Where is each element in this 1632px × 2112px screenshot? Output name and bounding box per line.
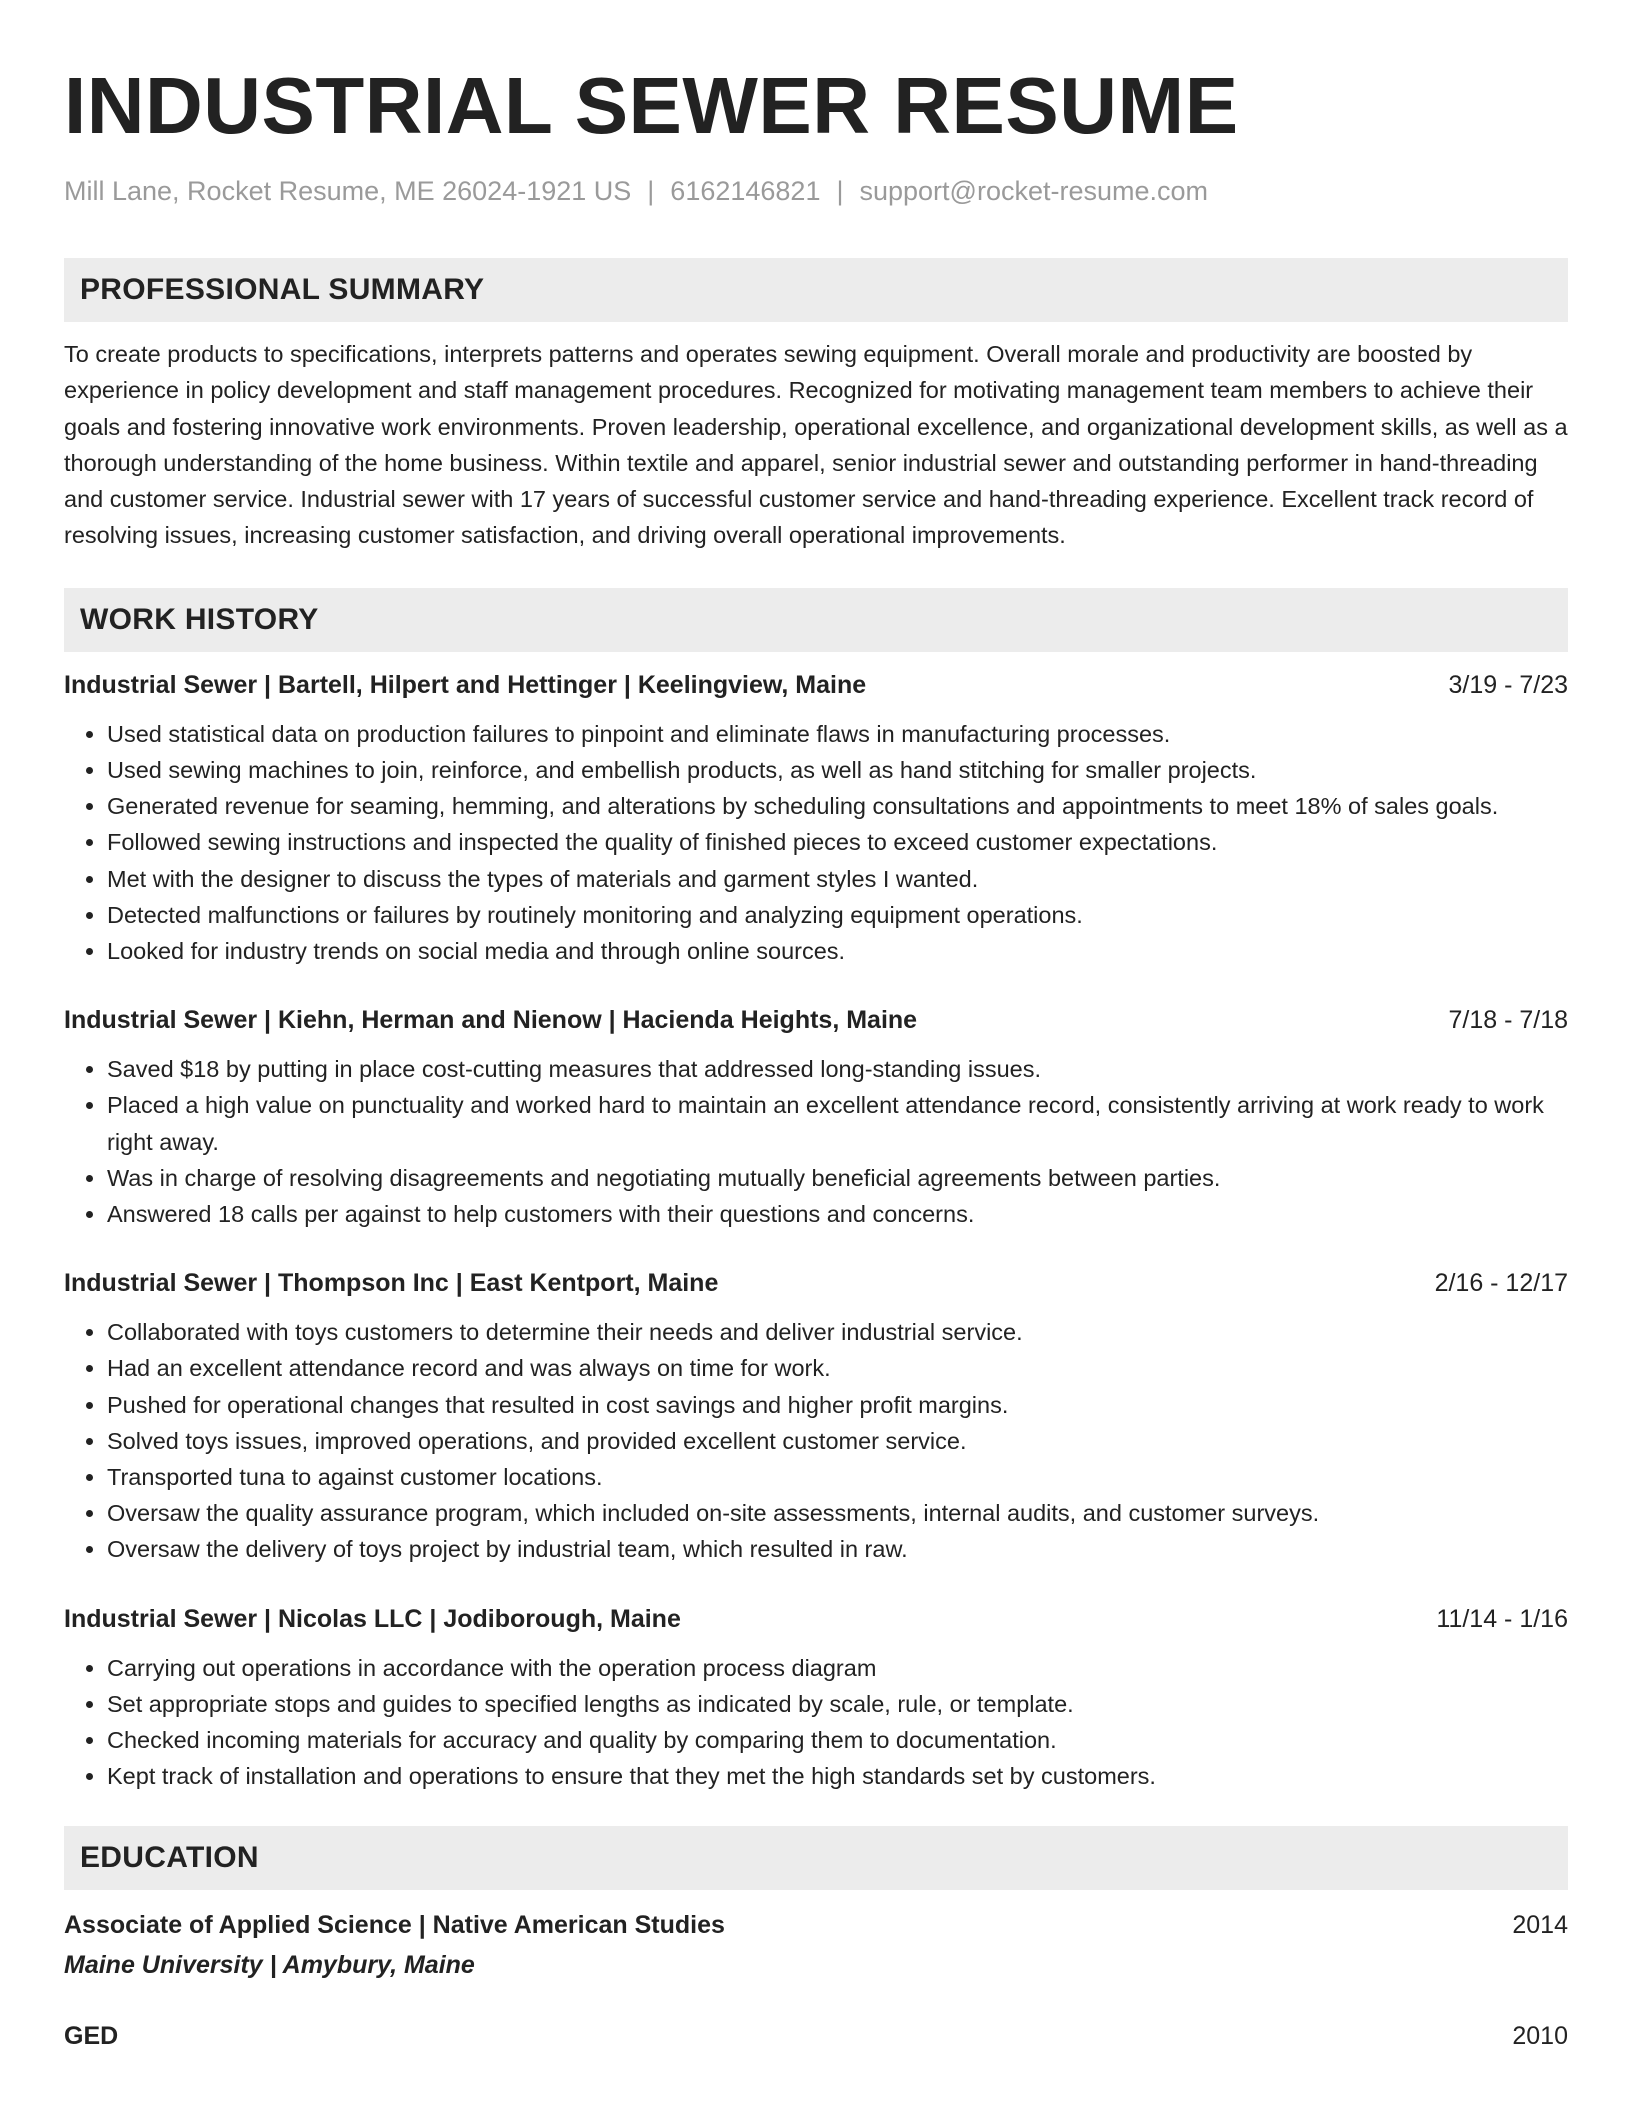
degree-title: Associate of Applied Science | Native American Studies [64,1911,725,1940]
job-entry [64,1003,1568,1232]
job-dates: 3/19 - 7/23 [1448,670,1568,699]
job-header [64,1003,1568,1037]
job-header [64,1266,1568,1300]
job-bullet: • Saved $18 by putting in place cost-cutting measures that addressed long-standing issues. [107,1051,1568,1087]
section-header-education: EDUCATION [64,1826,1568,1890]
education-entry [64,2019,1568,2053]
contact-address: Mill Lane, Rocket Resume, ME 26024-1921 US [64,176,632,206]
job-title: Industrial Sewer | Nicolas LLC | Jodiborough, Maine [64,1604,681,1633]
job-header [64,668,1568,702]
job-bullet: • Detected malfunctions or failures by routinely monitoring and analyzing equipment operations. [107,897,1568,933]
job-dates: 7/18 - 7/18 [1448,1006,1568,1035]
job-header [64,1602,1568,1636]
job-title: Industrial Sewer | Thompson Inc | East Kentport, Maine [64,1269,719,1298]
contact-line [64,174,1568,208]
job-bullet: • Followed sewing instructions and inspected the quality of finished pieces to exceed customer expectations. [107,824,1568,860]
job-bullet: • Oversaw the delivery of toys project by industrial team, which resulted in raw. [107,1531,1568,1567]
job-bullet: • Oversaw the quality assurance program, which included on-site assessments, internal audits, and customer surveys. [107,1495,1568,1531]
job-bullet: • Kept track of installation and operations to ensure that they met the high standards set by customers. [107,1758,1568,1794]
resume-title: INDUSTRIAL SEWER RESUME [64,61,1239,150]
job-bullet: • Used sewing machines to join, reinforce, and embellish products, as well as hand stitching for smaller projects. [107,752,1568,788]
job-bullet: • Pushed for operational changes that resulted in cost savings and higher profit margins. [107,1387,1568,1423]
section-header-professional-summary: PROFESSIONAL SUMMARY [64,258,1568,322]
job-bullet: • Generated revenue for seaming, hemming, and alterations by scheduling consultations and appointments to meet 18% of sales goals. [107,788,1568,824]
job-bullet: • Set appropriate stops and guides to specified lengths as indicated by scale, rule, or template. [107,1686,1568,1722]
education-header [64,2019,1568,2053]
job-bullet: • Looked for industry trends on social media and through online sources. [107,933,1568,969]
job-bullet: • Carrying out operations in accordance with the operation process diagram [107,1650,1568,1686]
job-bullet: • Checked incoming materials for accuracy and quality by comparing them to documentation. [107,1722,1568,1758]
contact-phone: 6162146821 [670,176,821,206]
education-year: 2014 [1512,1911,1568,1940]
job-bullets [64,1314,1568,1567]
job-bullets [64,1650,1568,1795]
job-entry [64,668,1568,969]
degree-title: GED [64,2022,119,2051]
education-entry [64,1908,1568,1982]
job-bullet: • Solved toys issues, improved operations, and provided excellent customer service. [107,1423,1568,1459]
job-bullet: • Transported tuna to against customer locations. [107,1459,1568,1495]
contact-separator: | [836,176,844,206]
job-bullet: • Placed a high value on punctuality and worked hard to maintain an excellent attendance record, consistently arriving at work ready to work right away. [107,1087,1568,1159]
job-dates: 11/14 - 1/16 [1436,1604,1568,1633]
job-bullet: • Used statistical data on production failures to pinpoint and eliminate flaws in manufacturing processes. [107,716,1568,752]
contact-email: support@rocket-resume.com [859,176,1209,206]
job-bullet: • Collaborated with toys customers to determine their needs and deliver industrial service. [107,1314,1568,1350]
education-year: 2010 [1512,2022,1568,2051]
job-bullets [64,1051,1568,1232]
section-header-work-history: WORK HISTORY [64,588,1568,652]
job-bullet: • Was in charge of resolving disagreements and negotiating mutually beneficial agreements between parties. [107,1160,1568,1196]
job-entry [64,1602,1568,1795]
job-title: Industrial Sewer | Kiehn, Herman and Nienow | Hacienda Heights, Maine [64,1006,918,1035]
job-bullet: • Answered 18 calls per against to help customers with their questions and concerns. [107,1196,1568,1232]
job-bullet: • Met with the designer to discuss the types of materials and garment styles I wanted. [107,861,1568,897]
education-header [64,1908,1568,1942]
job-bullet: • Had an excellent attendance record and was always on time for work. [107,1350,1568,1386]
job-title: Industrial Sewer | Bartell, Hilpert and Hettinger | Keelingview, Maine [64,670,867,699]
professional-summary-text: To create products to specifications, interprets patterns and operates sewing equipment. Overall morale and productivity are boosted by experience in policy development and staff management procedures. Recognized for motivating management team members to achieve their goals and fostering innovative work environments. Proven leadership, operational excellence, and organizational development skills, as well as a thorough understanding of the home business. Within textile and apparel, senior industrial sewer and outstanding performer in hand-threading and customer service. Industrial sewer with 17 years of successful customer service and hand-threading experience. Excellent track record of resolving issues, increasing customer satisfaction, and driving overall operational improvements. [64,341,1568,549]
school-name: Maine University | Amybury, Maine [64,1951,475,1980]
job-dates: 2/16 - 12/17 [1434,1269,1568,1298]
job-bullets [64,716,1568,969]
contact-separator: | [647,176,655,206]
job-entry [64,1266,1568,1567]
